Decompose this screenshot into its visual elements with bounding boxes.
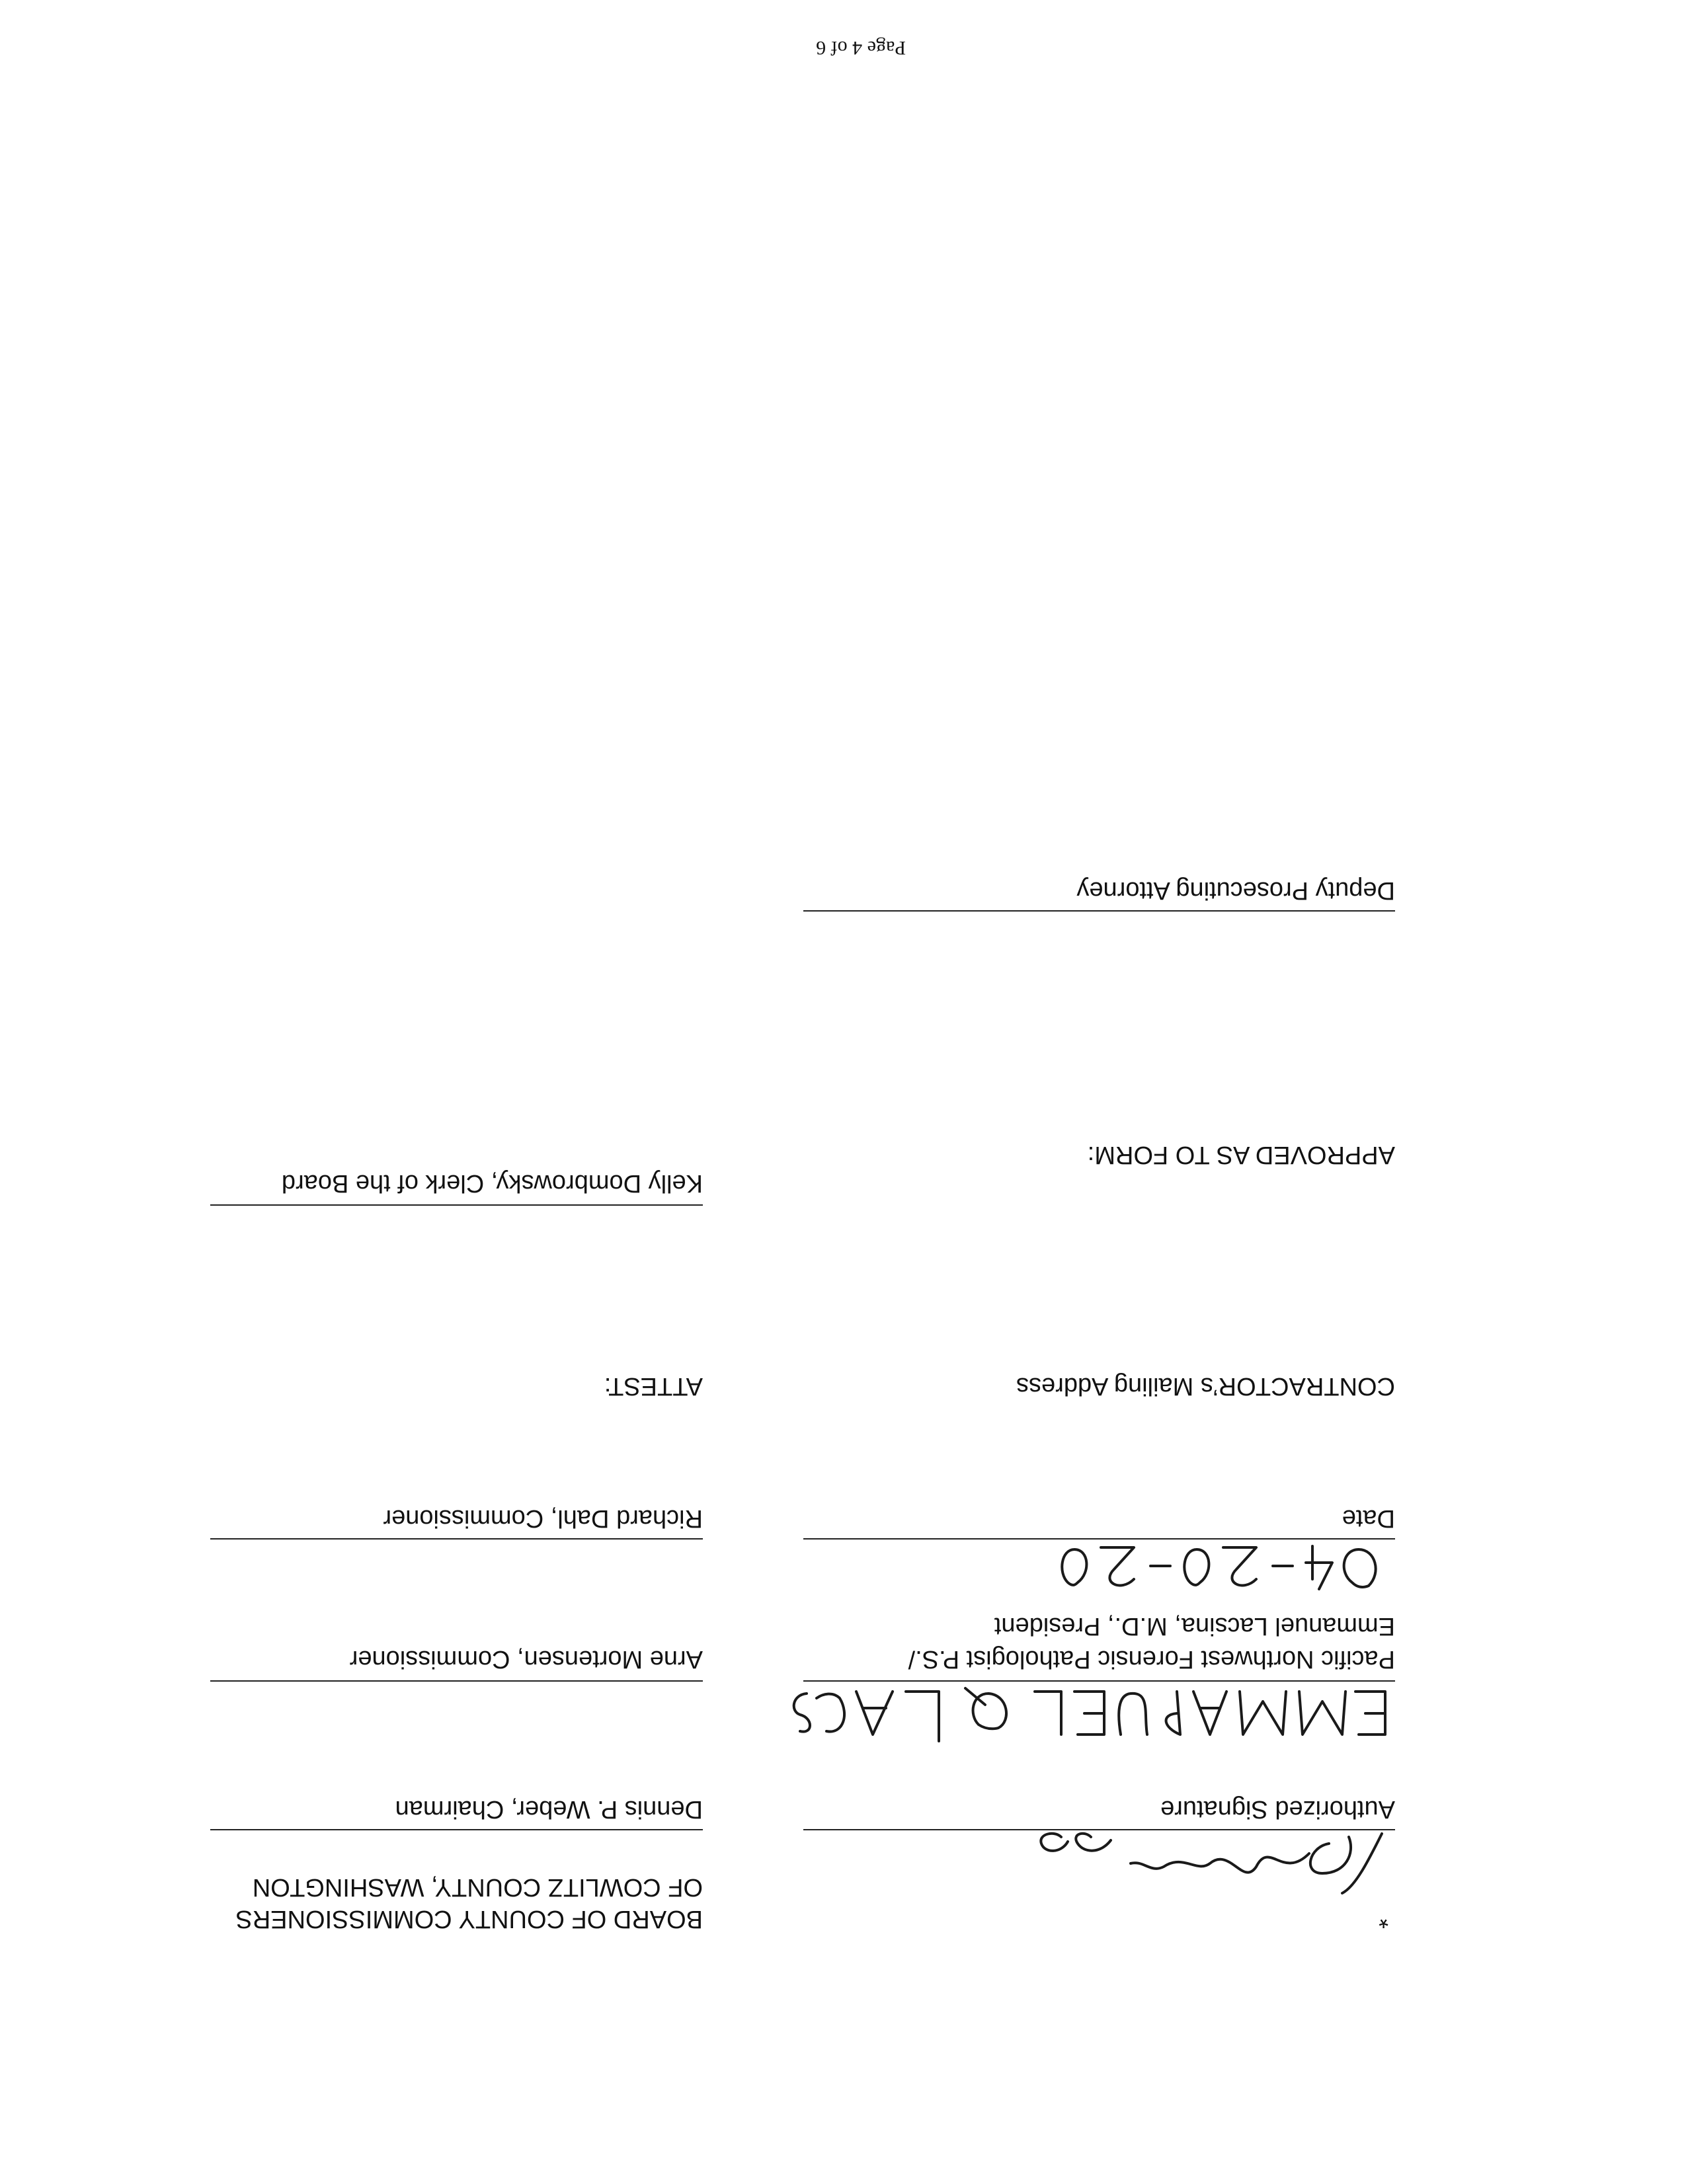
contractor-company: Pacific Northwest Forensic Pathologist P.S./ bbox=[908, 1645, 1395, 1673]
page-number: Page 4 of 6 bbox=[816, 37, 906, 59]
authorized-signature-line bbox=[803, 1829, 1395, 1830]
chairman-signature-line bbox=[210, 1829, 703, 1830]
clerk-name: Kelly Dombrowsky, Clerk of the Board bbox=[281, 1169, 703, 1197]
chairman-name: Dennis P. Weber, Chairman bbox=[395, 1795, 703, 1823]
clerk-signature-line bbox=[210, 1204, 703, 1206]
commissioner1-signature-line bbox=[210, 1680, 703, 1682]
commissioner1-name: Arne Mortensen, Commissioner bbox=[349, 1645, 703, 1673]
deputy-prosecutor-line bbox=[803, 910, 1395, 912]
authorized-signature-label: Authorized Signature bbox=[1160, 1795, 1395, 1823]
commissioner2-signature-line bbox=[210, 1538, 703, 1540]
contractor-signature bbox=[1025, 1820, 1395, 1900]
handwritten-date bbox=[1025, 1540, 1382, 1599]
contractor-president: Emmanuel Lacsina, M.D., President bbox=[994, 1612, 1395, 1640]
attest-label: ATTEST: bbox=[604, 1372, 703, 1400]
deputy-prosecutor-label: Deputy Prosecuting Attorney bbox=[1076, 877, 1395, 904]
asterisk-mark: * bbox=[1379, 1905, 1388, 1933]
approved-as-to-form-label: APPROVED AS TO FORM: bbox=[1087, 1141, 1395, 1169]
contractor-handwritten-name bbox=[787, 1682, 1395, 1754]
mailing-address-label: CONTRACTOR’s Mailing Address bbox=[1016, 1372, 1395, 1400]
contractor-name-line bbox=[803, 1680, 1395, 1682]
board-title-line2: OF COWLITZ COUNTY, WASHINGTON bbox=[252, 1873, 703, 1901]
date-label: Date bbox=[1342, 1504, 1395, 1532]
commissioner2-name: Richard Dahl, Commissioner bbox=[383, 1504, 703, 1532]
board-title-line1: BOARD OF COUNTY COMMISSIONERS bbox=[235, 1905, 703, 1933]
date-line bbox=[803, 1538, 1395, 1540]
